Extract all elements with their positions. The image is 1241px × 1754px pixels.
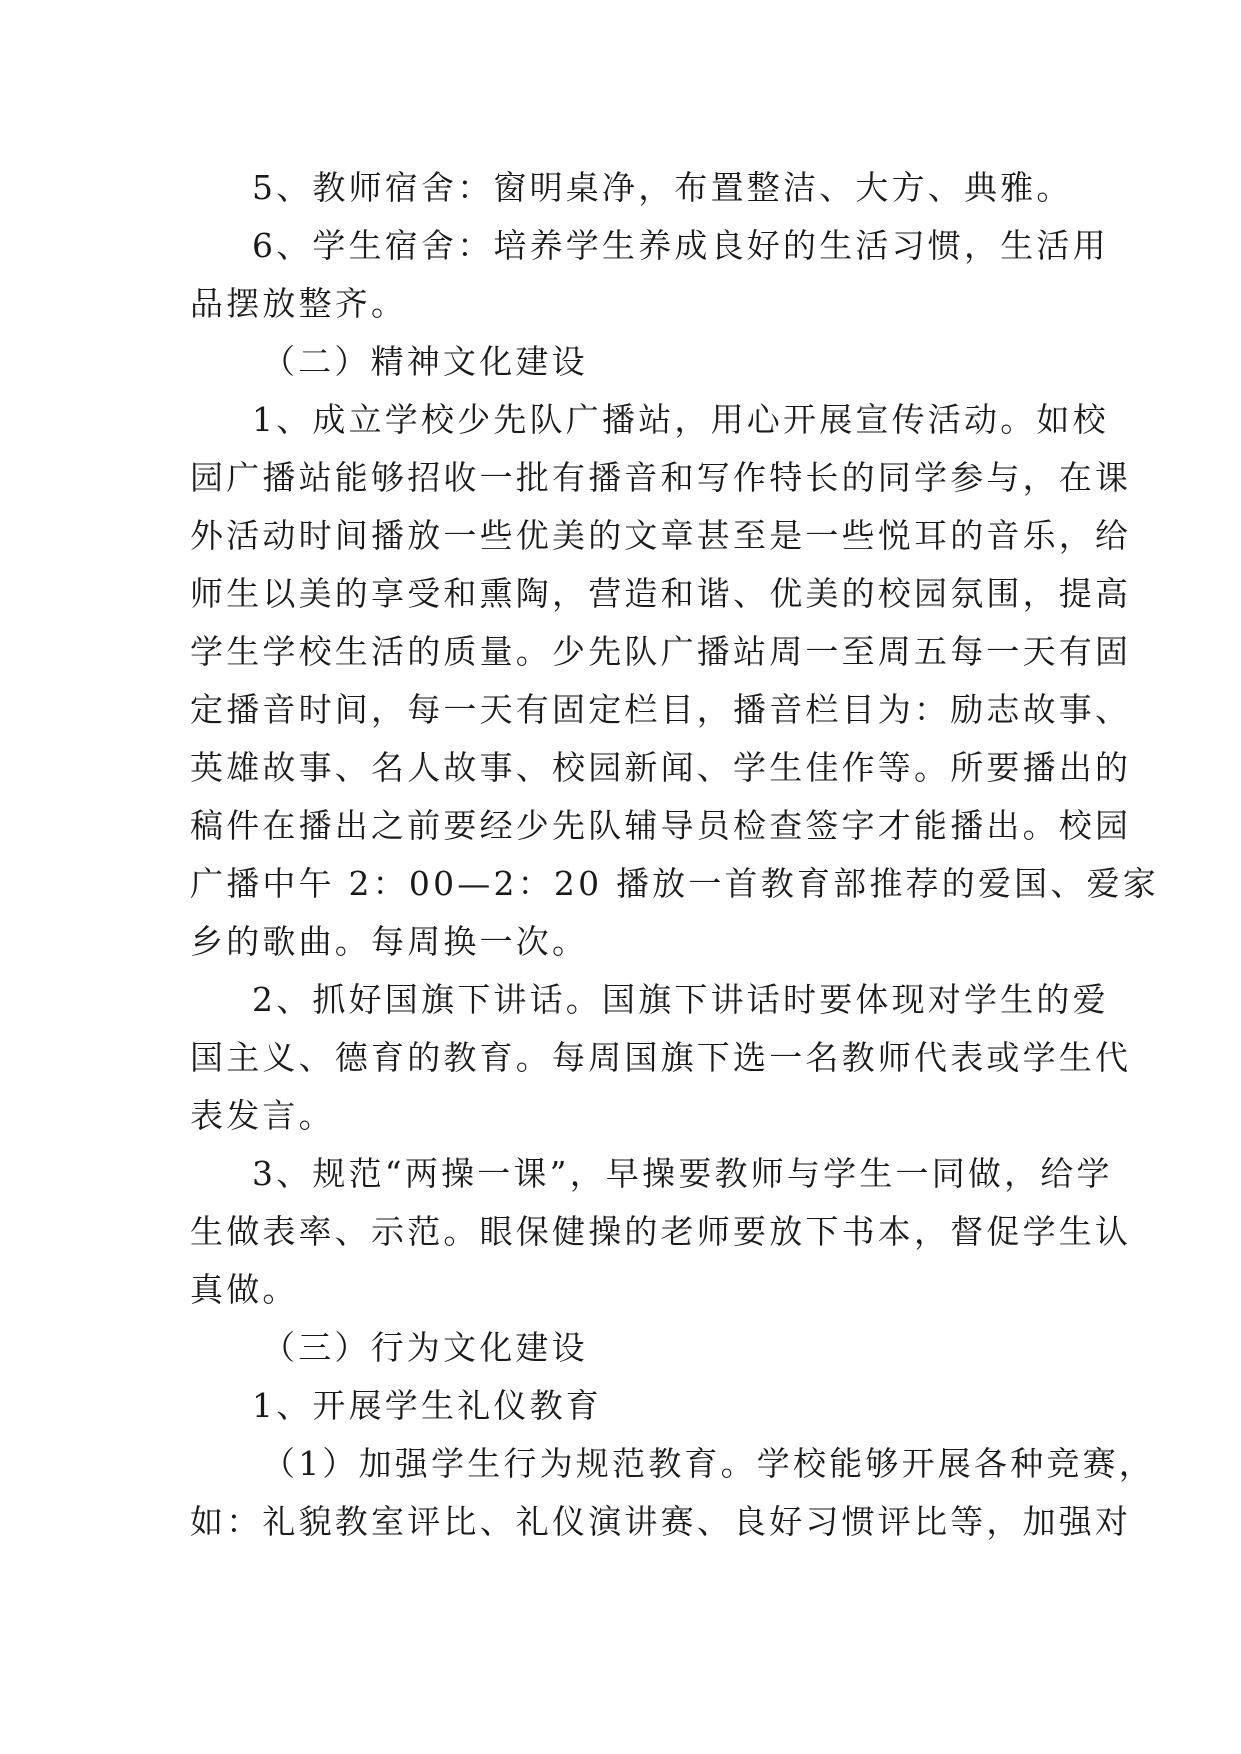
paragraph-line: 园广播站能够招收一批有播音和写作特长的同学参与，在课 [190, 458, 1132, 497]
paragraph-line: 乡的歌曲。每周换一次。 [190, 922, 589, 961]
paragraph-line: 稿件在播出之前要经少先队辅导员检查签字才能播出。校园 [190, 806, 1132, 845]
paragraph-line: 如：礼貌教室评比、礼仪演讲赛、良好习惯评比等，加强对 [190, 1502, 1132, 1541]
paragraph-line: 5、教师宿舍：窗明桌净，布置整洁、大方、典雅。 [252, 168, 1073, 207]
paragraph-line: 3、规范“两操一课”，早操要教师与学生一同做，给学 [252, 1154, 1113, 1193]
paragraph-line: 外活动时间播放一些优美的文章甚至是一些悦耳的音乐，给 [190, 516, 1132, 555]
paragraph-line: 生做表率、示范。眼保健操的老师要放下书本，督促学生认 [190, 1212, 1132, 1251]
paragraph-line: 学生学校生活的质量。少先队广播站周一至周五每一天有固 [190, 632, 1132, 671]
paragraph-line: 定播音时间，每一天有固定栏目，播音栏目为：励志故事、 [190, 690, 1132, 729]
paragraph-line: 国主义、德育的教育。每周国旗下选一名教师代表或学生代 [190, 1038, 1132, 1077]
paragraph-line: 师生以美的享受和熏陶，营造和谐、优美的校园氛围，提高 [190, 574, 1132, 613]
paragraph-line: 2、抓好国旗下讲话。国旗下讲话时要体现对学生的爱 [252, 980, 1109, 1019]
paragraph-line: 品摆放整齐。 [190, 284, 408, 323]
paragraph-line: 英雄故事、名人故事、校园新闻、学生佳作等。所要播出的 [190, 748, 1132, 787]
paragraph-line: 1、开展学生礼仪教育 [252, 1386, 602, 1425]
paragraph-line: 1、成立学校少先队广播站，用心开展宣传活动。如校 [252, 400, 1109, 439]
paragraph-line: （1）加强学生行为规范教育。学校能够开展各种竞赛， [262, 1444, 1155, 1483]
paragraph-line: 表发言。 [190, 1096, 335, 1135]
paragraph-line: 广播中午 2：00—2：20 播放一首教育部推荐的爱国、爱家 [190, 864, 1159, 903]
paragraph-line: 真做。 [190, 1270, 299, 1309]
section-heading: （二）精神文化建设 [262, 342, 588, 381]
paragraph-line: 6、学生宿舍：培养学生养成良好的生活习惯，生活用 [252, 226, 1109, 265]
section-heading: （三）行为文化建设 [262, 1328, 588, 1367]
